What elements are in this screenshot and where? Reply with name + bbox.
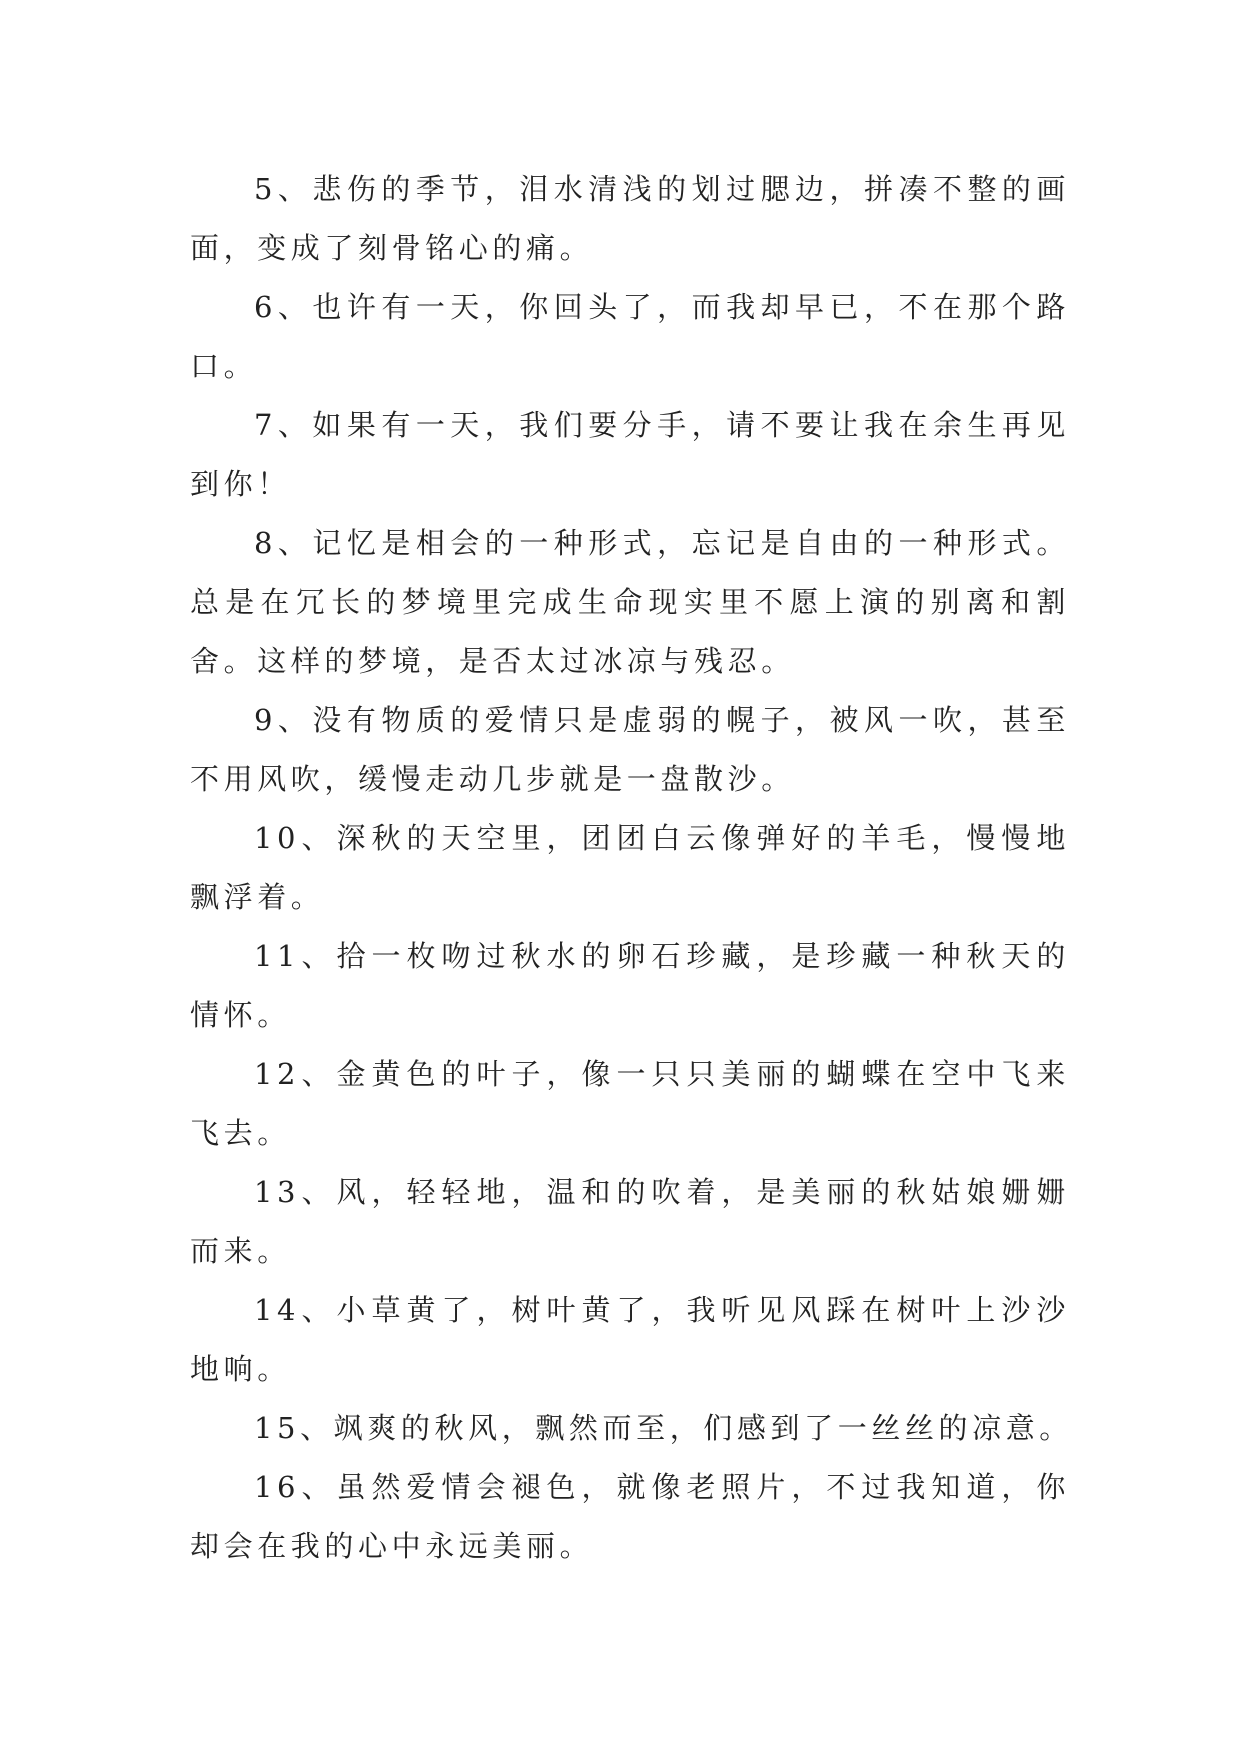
paragraph-6: 6、也许有一天，你回头了，而我却早已，不在那个路口。 [190,290,1070,383]
paragraph-12: 12、金黄色的叶子，像一只只美丽的蝴蝶在空中飞来飞去。 [190,1057,1070,1150]
document-body [190,160,1073,1576]
paragraph-10: 10、深秋的天空里，团团白云像弹好的羊毛，慢慢地飘浮着。 [190,821,1070,914]
paragraph-14: 14、小草黄了，树叶黄了，我听见风踩在树叶上沙沙地响。 [190,1293,1070,1386]
paragraph-8: 8、记忆是相会的一种形式，忘记是自由的一种形式。总是在冗长的梦境里完成生命现实里不愿上演的别离和割舍。这样的梦境，是否太过冰凉与残忍。 [190,526,1070,678]
paragraph-13: 13、风，轻轻地，温和的吹着，是美丽的秋姑娘姗姗而来。 [190,1175,1070,1268]
paragraph-5: 5、悲伤的季节，泪水清浅的划过腮边，拼凑不整的画面，变成了刻骨铭心的痛。 [190,172,1070,265]
paragraph-7: 7、如果有一天，我们要分手，请不要让我在余生再见到你！ [190,408,1070,501]
paragraph-11: 11、拾一枚吻过秋水的卵石珍藏，是珍藏一种秋天的情怀。 [190,939,1070,1032]
paragraph-9: 9、没有物质的爱情只是虚弱的幌子，被风一吹，甚至不用风吹，缓慢走动几步就是一盘散沙。 [190,703,1070,796]
paragraph-16: 16、虽然爱情会褪色，就像老照片，不过我知道，你却会在我的心中永远美丽。 [190,1470,1070,1563]
paragraph-15: 15、飒爽的秋风，飘然而至，们感到了一丝丝的凉意。 [254,1411,1073,1445]
